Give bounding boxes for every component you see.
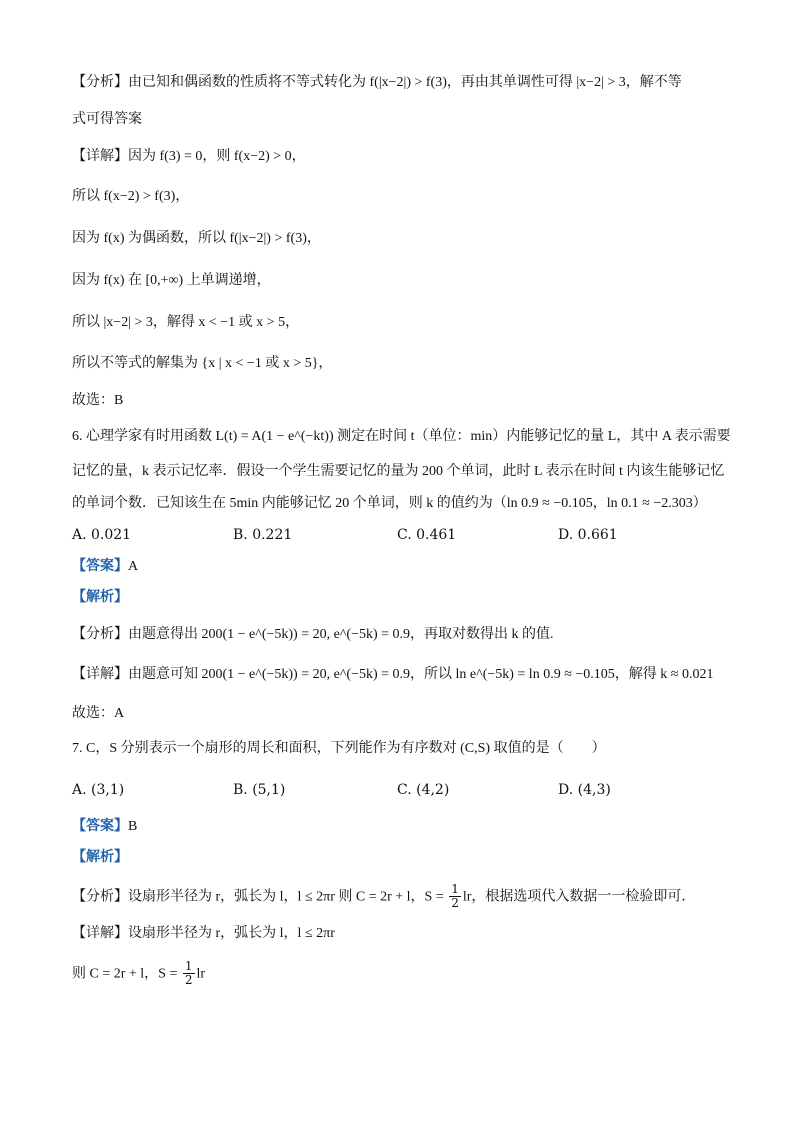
section-tag: 【分析】 <box>72 888 128 905</box>
fraction-denominator: 2 <box>451 896 459 910</box>
question-6-line <box>72 493 707 514</box>
analysis-line-cont <box>72 109 142 130</box>
q7-option-d: D. (4,3) <box>558 782 611 798</box>
question-6-line <box>72 461 724 482</box>
analysis-line <box>72 624 554 645</box>
solution-tag: 【解析】 <box>72 589 128 605</box>
choice-line <box>72 390 123 411</box>
choice-line <box>72 703 124 724</box>
detail-line <box>72 923 335 944</box>
line-text: 所以 |x−2| > 3，解得 x < −1 或 x > 5， <box>72 315 300 330</box>
q7-option-c: C. (4,2) <box>397 782 450 798</box>
line-text: 的单词个数．已知该生在 5min 内能够记忆 20 个单词，则 k 的值约为（ln 0.9 ≈ −0.105，ln 0.1 ≈ −2.303） <box>72 496 707 511</box>
line-text: 因为 f(x) 为偶函数，所以 f(|x−2|) > f(3)， <box>72 231 321 246</box>
question-7-line <box>72 738 606 759</box>
line-text: 因为 f(3) = 0，则 f(x−2) > 0， <box>128 149 306 164</box>
q7-option-a: A. (3,1) <box>72 782 125 798</box>
fraction-denominator: 2 <box>184 973 193 987</box>
answer-value: A <box>128 559 139 574</box>
answer-line <box>72 556 138 577</box>
solution-line <box>72 847 128 867</box>
line-text: 因为 f(x) 在 [0,+∞) 上单调递增， <box>72 273 271 288</box>
detail-line <box>72 270 271 291</box>
line-text: 故选：B <box>72 393 124 408</box>
section-tag: 【分析】 <box>72 626 128 642</box>
line-text: 故选：A <box>72 706 125 721</box>
analysis-line <box>72 72 682 93</box>
detail-line <box>72 664 713 685</box>
line-text: 所以不等式的解集为 {x | x < −1 或 x > 5}， <box>72 356 333 371</box>
line-text: 设扇形半径为 r，弧长为 l，l ≤ 2πr <box>128 926 335 941</box>
solution-tag: 【解析】 <box>72 849 128 865</box>
detail-line <box>72 186 189 207</box>
answer-tag: 【答案】 <box>72 818 128 834</box>
q6-option-b: B. 0.221 <box>233 527 293 543</box>
line-text: 由题意得出 200(1 − e^(−5k)) = 20, e^(−5k) = 0.9，再取对数得出 k 的值. <box>128 627 554 642</box>
question-6-line <box>72 426 731 447</box>
fraction-half <box>183 960 195 987</box>
q6-option-c: C. 0.461 <box>397 527 457 543</box>
line-text: 式可得答案 <box>72 112 142 127</box>
fraction-numerator: 1 <box>184 959 193 973</box>
line-text: 所以 f(x−2) > f(3)， <box>72 189 190 204</box>
detail-line <box>72 960 205 987</box>
section-tag: 【详解】 <box>72 666 128 682</box>
q6-option-a: A. 0.021 <box>72 527 132 543</box>
q7-option-b: B. (5,1) <box>233 782 286 798</box>
detail-line <box>72 312 299 333</box>
section-tag: 【分析】 <box>72 74 128 90</box>
solution-line <box>72 587 128 607</box>
line-text: 设扇形半径为 r，弧长为 l，l ≤ 2πr 则 C = 2r + l，S = <box>128 889 448 905</box>
line-text: 由已知和偶函数的性质将不等式转化为 f(|x−2|) > f(3)，再由其单调性可得 |x−2| > 3，解不等 <box>128 75 682 90</box>
line-text-tail: lr，根据选项代入数据一一检验即可． <box>462 889 696 905</box>
line-text: 则 C = 2r + l，S = <box>72 966 181 982</box>
line-text-tail: lr <box>196 966 206 982</box>
answer-line <box>72 816 137 837</box>
section-tag: 【详解】 <box>72 148 128 164</box>
line-text: 记忆的量，k 表示记忆率．假设一个学生需要记忆的量为 200 个单词，此时 L 表示在时间 t 内该生能够记忆 <box>72 464 725 479</box>
detail-line <box>72 353 332 374</box>
line-text: 6. 心理学家有时用函数 L(t) = A(1 − e^(−kt)) 测定在时间 t（单位：min）内能够记忆的量 L，其中 A 表示需要 <box>72 429 731 444</box>
answer-value: B <box>128 819 138 834</box>
line-text: 由题意可知 200(1 − e^(−5k)) = 20, e^(−5k) = 0.9，所以 ln e^(−5k) = ln 0.9 ≈ −0.105，解得 k ≈ 0.021 <box>128 667 714 682</box>
section-tag: 【详解】 <box>72 925 128 941</box>
detail-line <box>72 228 321 249</box>
fraction-numerator: 1 <box>451 882 459 896</box>
q6-option-d: D. 0.661 <box>558 527 618 543</box>
detail-line <box>72 146 306 167</box>
answer-tag: 【答案】 <box>72 558 128 574</box>
fraction-half <box>449 883 461 910</box>
line-text: 7. C，S 分别表示一个扇形的周长和面积，下列能作为有序数对 (C,S) 取值的是（ ） <box>72 741 606 756</box>
analysis-line <box>72 883 695 910</box>
